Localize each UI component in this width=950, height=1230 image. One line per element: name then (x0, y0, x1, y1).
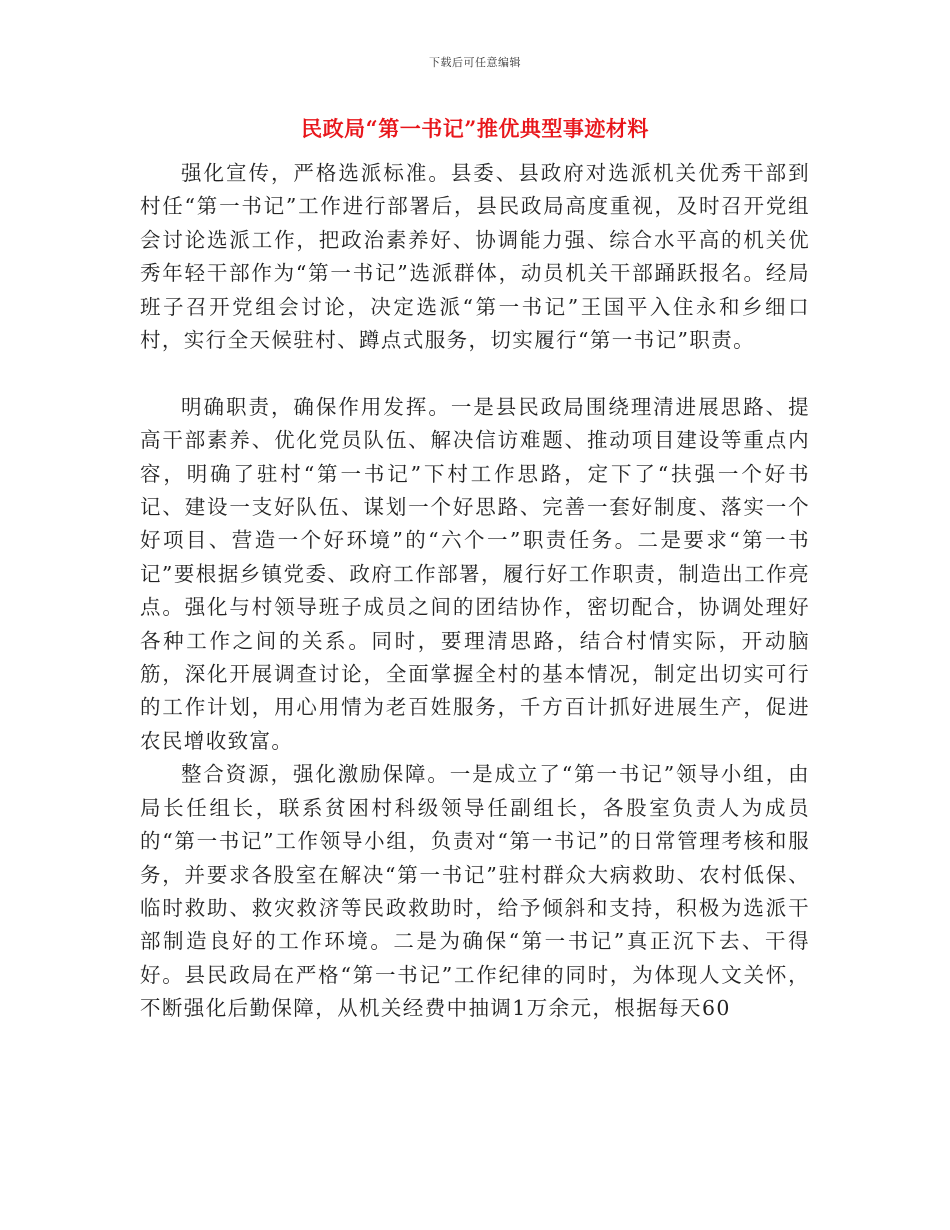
paragraph-duties: 明确职责，确保作用发挥。一是县民政局围绕理清进展思路、提高干部素养、优化党员队伍、解决信访难题、推动项目建设等重点内容，明确了驻村“第一书记”下村工作思路，定下了“扶强一个好书记、建设一支好队伍、谋划一个好思路、完善一套好制度、落实一个好项目、营造一个好环境”的“六个一”职责任务。二是要求“第一书记”要根据乡镇党委、政府工作部署，履行好工作职责，制造出工作亮点。强化与村领导班子成员之间的团结协作，密切配合，协调处理好各种工作之间的关系。同时，要理清思路，结合村情实际，开动脑筋，深化开展调查讨论，全面掌握全村的基本情况，制定出切实可行的工作计划，用心用情为老百姓服务，千方百计抓好进展生产，促进农民增收致富。 (140, 394, 810, 753)
document-title: 民政局“第一书记”推优典型事迹材料 (301, 116, 649, 141)
paragraph-resources: 整合资源，强化激励保障。一是成立了“第一书记”领导小组，由局长任组长，联系贫困村科级领导任副组长，各股室负责人为成员的“第一书记”工作领导小组，负责对“第一书记”的日常管理考核和服务，并要求各股室在解决“第一书记”驻村群众大病救助、农村低保、临时救助、救灾救济等民政救助时，给予倾斜和支持，积极为选派干部制造良好的工作环境。二是为确保“第一书记”真正沉下去、干得好。县民政局在严格“第一书记”工作纪律的同时，为体现人文关怀，不断强化后勤保障，从机关经费中抽调1万余元，根据每天60 (140, 762, 810, 1021)
paragraph-selection-standards: 强化宣传，严格选派标准。县委、县政府对选派机关优秀干部到村任“第一书记”工作进行部署后，县民政局高度重视，及时召开党组会讨论选派工作，把政治素养好、协调能力强、综合水平高的机关优秀年轻干部作为“第一书记”选派群体，动员机关干部踊跃报名。经局班子召开党组会讨论，决定选派“第一书记”王国平入住永和乡细口村，实行全天候驻村、蹲点式服务，切实履行“第一书记”职责。 (140, 161, 810, 353)
document-body (140, 157, 810, 1026)
header-note: 下载后可任意编辑 (429, 56, 521, 69)
